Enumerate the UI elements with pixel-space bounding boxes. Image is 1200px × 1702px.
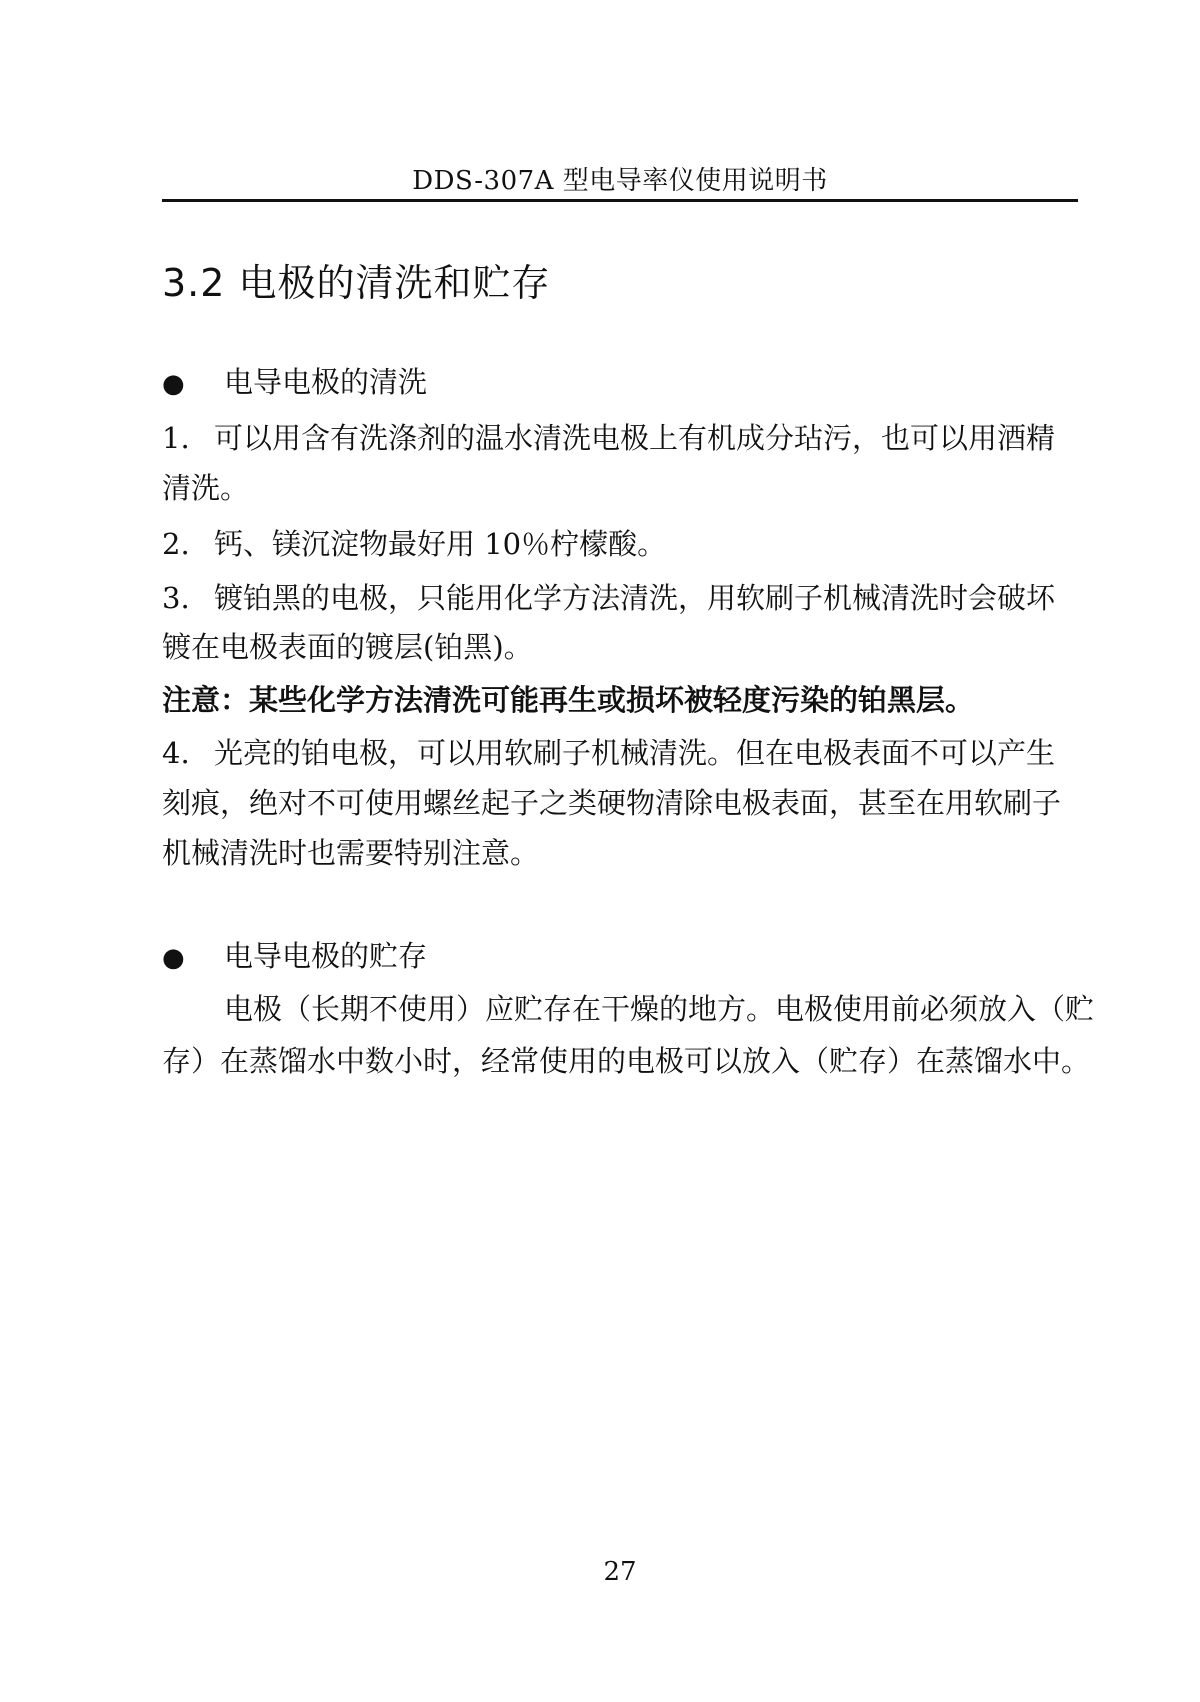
cleaning-heading-text: 电导电极的清洗 xyxy=(224,365,428,399)
item-text: 钙、镁沉淀物最好用 10％柠檬酸。 xyxy=(214,527,667,561)
storage-heading xyxy=(162,936,1082,978)
cleaning-item-3 xyxy=(162,578,1082,618)
item-number: 4. xyxy=(162,736,190,770)
cleaning-item-2 xyxy=(162,524,1082,564)
section-title: 3.2 电极的清洗和贮存 xyxy=(162,261,551,305)
cleaning-item-1-cont: 清洗。 xyxy=(162,471,250,505)
bullet-icon: ● xyxy=(162,943,185,973)
item-number: 2. xyxy=(162,527,190,561)
page-number: 27 xyxy=(603,1557,637,1587)
cleaning-item-4-cont-1: 刻痕，绝对不可使用螺丝起子之类硬物清除电极表面，甚至在用软刷子 xyxy=(162,786,1062,820)
item-text: 镀铂黑的电极，只能用化学方法清洗，用软刷子机械清洗时会破坏 xyxy=(214,581,1056,615)
cleaning-item-4 xyxy=(162,733,1082,773)
storage-paragraph-line-2: 存）在蒸馏水中数小时，经常使用的电极可以放入（贮存）在蒸馏水中。 xyxy=(162,1044,1091,1078)
item-text: 可以用含有洗涤剂的温水清洗电极上有机成分玷污，也可以用酒精 xyxy=(214,421,1056,455)
item-number: 1. xyxy=(162,421,190,455)
cleaning-item-4-cont-2: 机械清洗时也需要特别注意。 xyxy=(162,836,540,870)
warning-note: 注意：某些化学方法清洗可能再生或损坏被轻度污染的铂黑层。 xyxy=(162,683,975,717)
header-rule xyxy=(162,199,1078,202)
bullet-icon: ● xyxy=(162,369,185,399)
storage-paragraph-line-1 xyxy=(162,989,1095,1029)
cleaning-heading xyxy=(162,362,1082,404)
cleaning-item-1 xyxy=(162,418,1082,458)
storage-heading-text: 电导电极的贮存 xyxy=(224,939,428,973)
item-text: 光亮的铂电极，可以用软刷子机械清洗。但在电极表面不可以产生 xyxy=(214,736,1056,770)
cleaning-item-3-cont: 镀在电极表面的镀层(铂黑)。 xyxy=(162,630,533,664)
running-header: DDS-307A 型电导率仪使用说明书 xyxy=(412,166,828,196)
item-number: 3. xyxy=(162,581,190,615)
storage-text-1: 电极（长期不使用）应贮存在干燥的地方。电极使用前必须放入（贮 xyxy=(224,992,1095,1026)
